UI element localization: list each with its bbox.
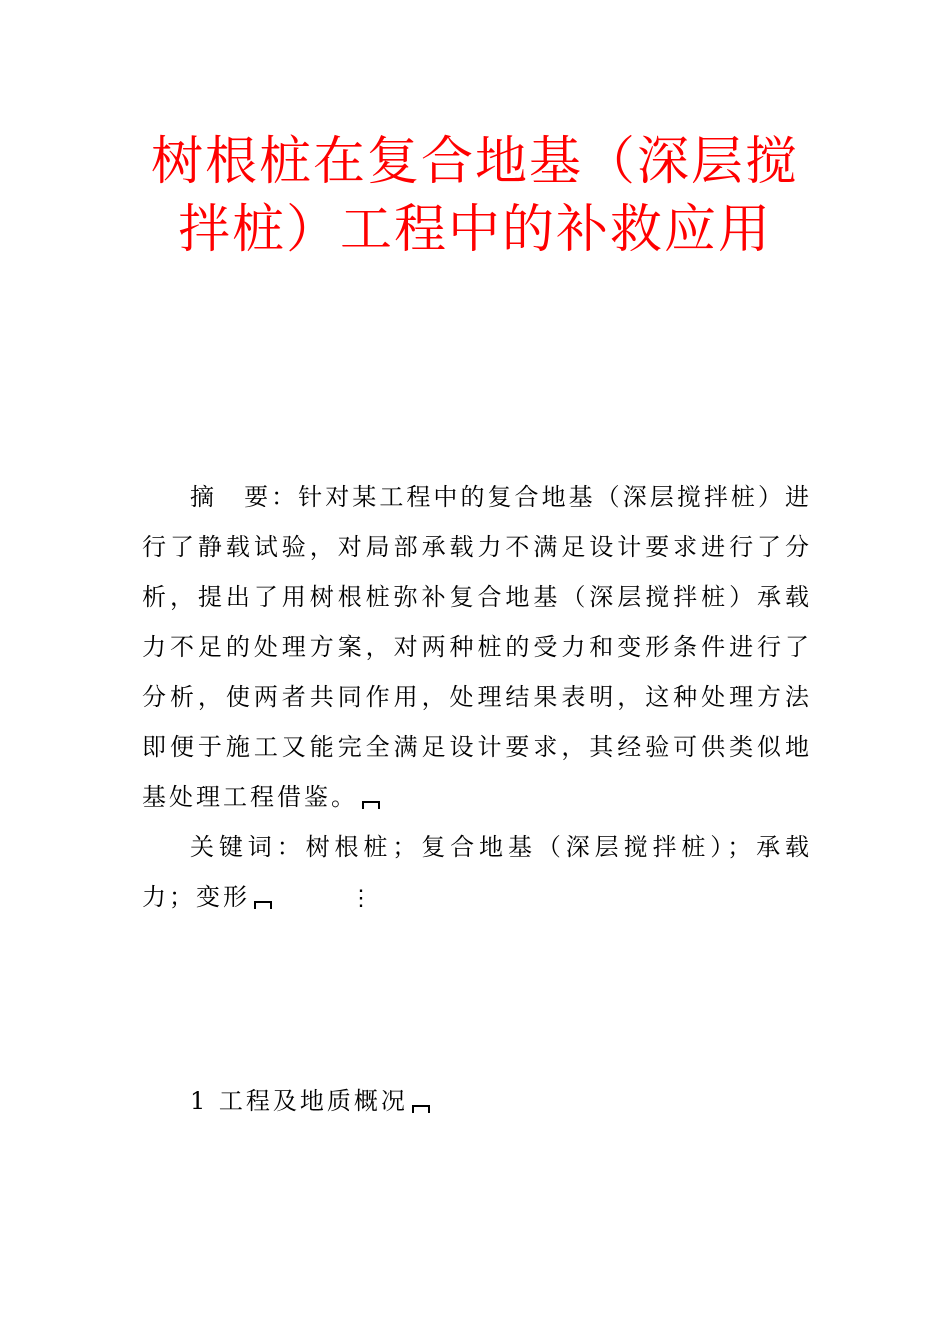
paragraph-mark-icon (412, 1105, 430, 1113)
section-heading-text: 1 工程及地质概况 (190, 1087, 408, 1115)
abstract-text: 摘 要：针对某工程中的复合地基（深层搅拌桩）进行了静载试验，对局部承载力不满足设计要求进行了分析，提出了用树根桩弥补复合地基（深层搅拌桩）承载力不足的处理方案，对两种桩的受力和变形条件进行了分析，使两者共同作用，处理结果表明，这种处理方法即便于施工又能完全满足设计要求，其经验可供类似地基处理工程借鉴。 (142, 483, 812, 811)
section-heading (190, 1076, 430, 1126)
document-title: 树根桩在复合地基（深层搅拌桩）工程中的补救应用 (150, 132, 799, 260)
keywords-trailing-mark: ⋮ (350, 886, 372, 911)
paragraph-mark-icon (362, 801, 380, 809)
abstract-paragraph (142, 472, 812, 822)
keywords-text: 关键词：树根桩；复合地基（深层搅拌桩）；承载力；变形 (142, 833, 812, 911)
paragraph-mark-icon (254, 901, 272, 909)
keywords-paragraph (142, 822, 812, 922)
